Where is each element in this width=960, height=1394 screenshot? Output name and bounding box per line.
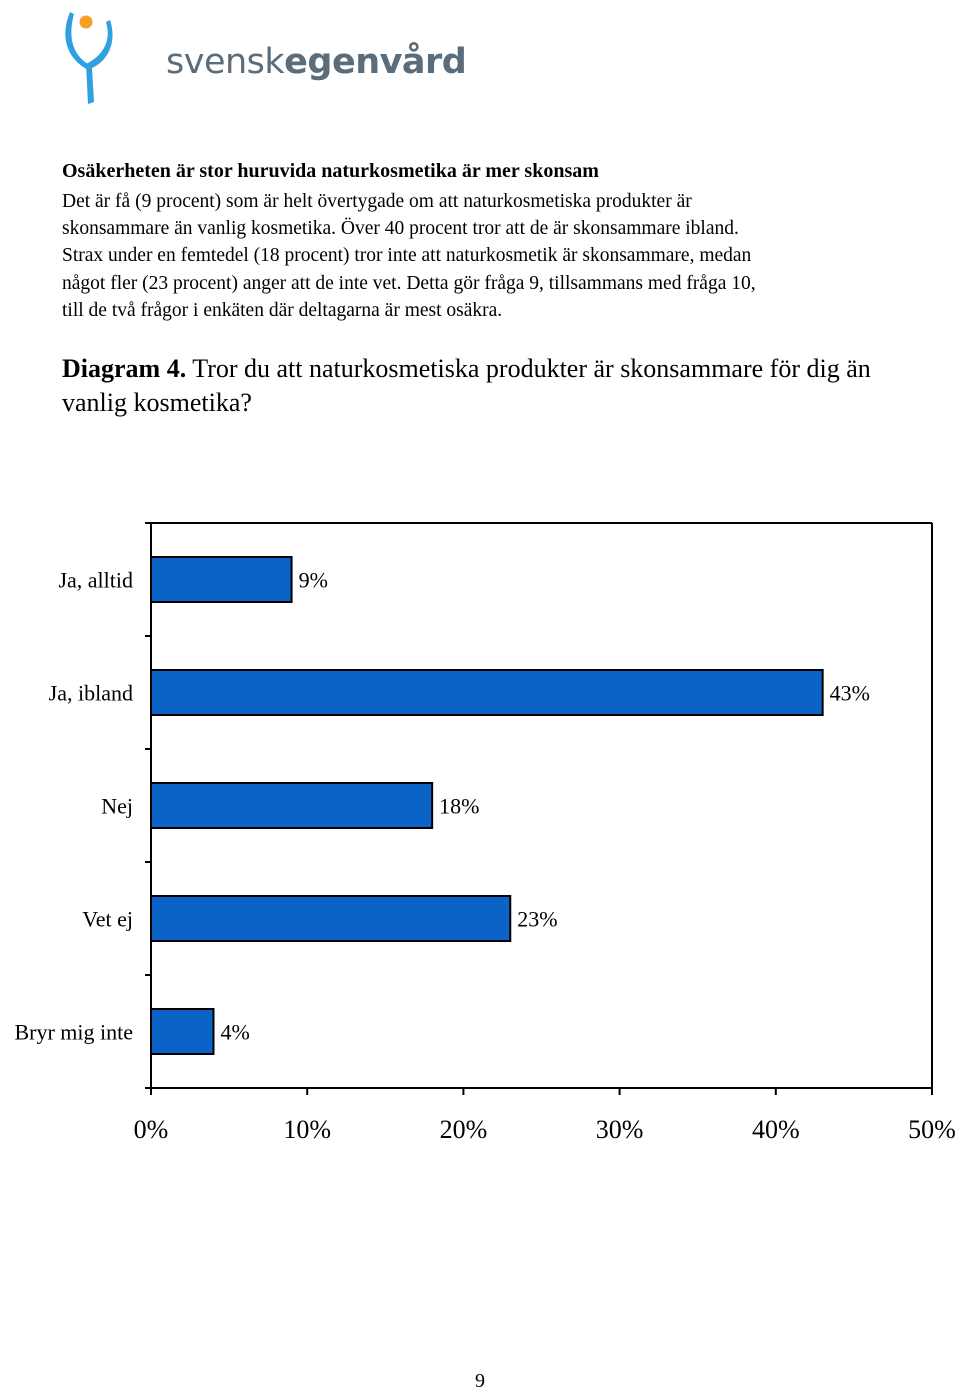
diagram-question: Tror du att naturkosmetiska produkter är skonsammare för dig än vanlig kosmetika? — [62, 354, 871, 417]
body-line: skonsammare än vanlig kosmetika. Över 40 procent tror att de är skonsammare ibland. — [62, 218, 739, 240]
logo-figure-icon — [58, 6, 118, 106]
data-label: 18% — [439, 793, 480, 819]
body-line: Strax under en femtedel (18 procent) tror inte att naturkosmetik är skonsammare, medan — [62, 245, 752, 267]
category-label: Vet ej — [82, 906, 133, 932]
bar — [151, 1009, 213, 1054]
body-line: något fler (23 procent) anger att de inte vet. Detta gör fråga 9, tillsammans med fråga 10, — [62, 272, 756, 294]
x-tick-label: 0% — [133, 1115, 169, 1144]
x-tick-label: 10% — [283, 1115, 332, 1144]
bar — [151, 783, 432, 828]
data-label: 4% — [220, 1019, 250, 1045]
logo-text-bold: egenvård — [284, 42, 467, 82]
body-paragraph — [62, 188, 912, 324]
x-tick-label: 30% — [595, 1115, 644, 1144]
category-label: Nej — [101, 793, 133, 819]
logo-text-light: svensk — [166, 42, 285, 82]
diagram-caption — [62, 352, 922, 420]
data-label: 9% — [298, 567, 328, 593]
diagram-label: Diagram 4. — [62, 354, 187, 383]
data-label: 23% — [517, 906, 558, 932]
body-line: Det är få (9 procent) som är helt övertygade om att naturkosmetiska produkter är — [62, 191, 692, 212]
section-heading: Osäkerheten är stor huruvida naturkosmetika är mer skonsam — [62, 160, 599, 182]
x-tick-label: 50% — [908, 1115, 956, 1144]
bar — [151, 557, 292, 602]
x-tick-label: 20% — [439, 1115, 488, 1144]
logo — [58, 6, 467, 106]
category-label: Ja, alltid — [58, 567, 133, 593]
category-label: Ja, ibland — [48, 680, 133, 706]
page-number: 9 — [475, 1370, 485, 1392]
bar — [151, 896, 510, 941]
bar — [151, 670, 823, 715]
category-label: Bryr mig inte — [14, 1019, 133, 1045]
bar-chart — [0, 500, 960, 1160]
body-line: till de två frågor i enkäten där deltagarna är mest osäkra. — [62, 299, 503, 321]
logo-wordmark — [166, 42, 466, 82]
data-label: 43% — [829, 680, 870, 706]
x-tick-label: 40% — [751, 1115, 800, 1144]
